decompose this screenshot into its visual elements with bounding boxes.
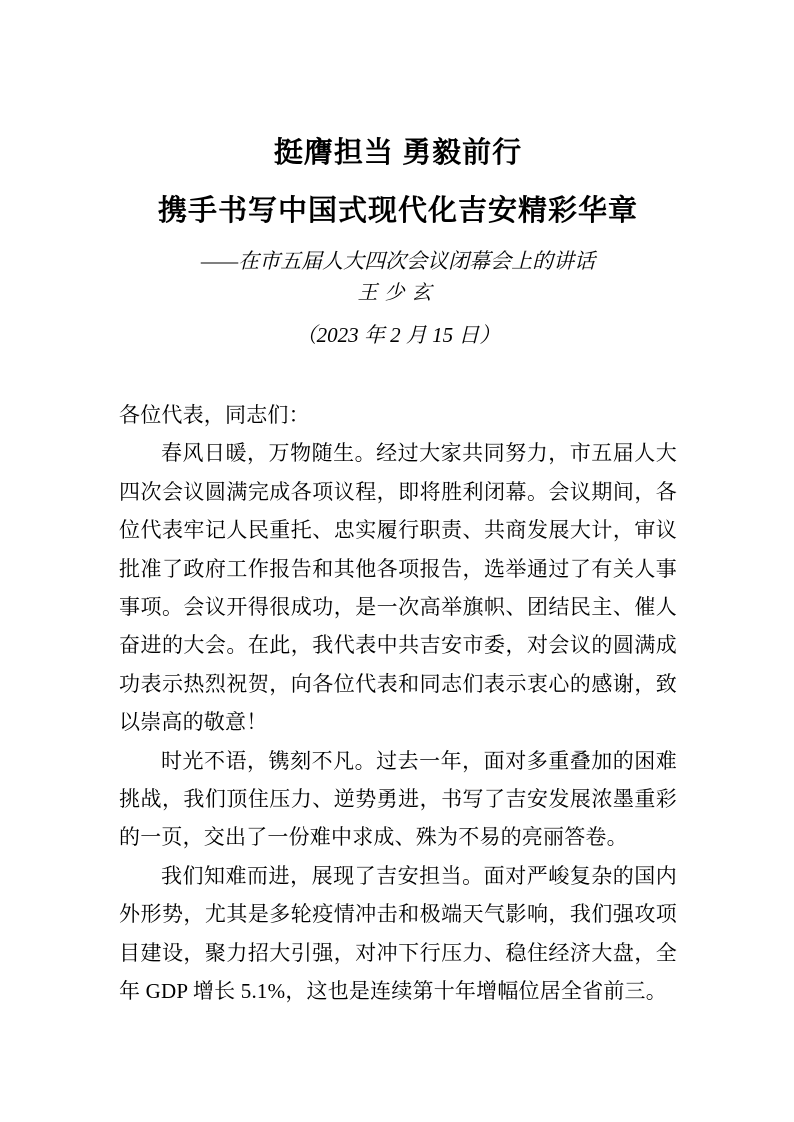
document-subtitle: ——在市五届人大四次会议闭幕会上的讲话: [200, 249, 596, 273]
document-date: （2023 年 2 月 15 日）: [295, 323, 501, 347]
paragraph-1: 春风日暖，万物随生。经过大家共同努力，市五届人大四次会议圆满完成各项议程，即将胜利闭幕。会议期间，各位代表牢记人民重托、忠实履行职责、共商发展大计，审议批准了政府工作报告和其他各项报告，选举通过了有关人事事项。会议开得很成功，是一次高举旗帜、团结民主、催人奋进的大会。在此，我代表中共吉安市委，对会议的圆满成功表示热烈祝贺，向各位代表和同志们表示衷心的感谢，致以崇高的敬意！: [119, 441, 677, 735]
paragraph-3: 我们知难而进，展现了吉安担当。面对严峻复杂的国内外形势，尤其是多轮疫情冲击和极端天气影响，我们强攻项目建设，聚力招大引强，对冲下行压力、稳住经济大盘，全年 GDP 增长 5.1%，这也是连续第十年增幅位居全省前三。: [119, 863, 677, 1004]
salutation: 各位代表，同志们：: [119, 403, 310, 427]
document-title-line-1: 挺膺担当 勇毅前行: [273, 137, 523, 169]
paragraph-2: 时光不语，镌刻不凡。过去一年，面对多重叠加的困难挑战，我们顶住压力、逆势勇进，书写了吉安发展浓墨重彩的一页，交出了一份难中求成、殊为不易的亮丽答卷。: [119, 748, 677, 850]
document-body: [119, 396, 677, 1011]
document-author: 王少玄: [357, 282, 439, 304]
document-title-line-2: 携手书写中国式现代化吉安精彩华章: [157, 195, 638, 227]
